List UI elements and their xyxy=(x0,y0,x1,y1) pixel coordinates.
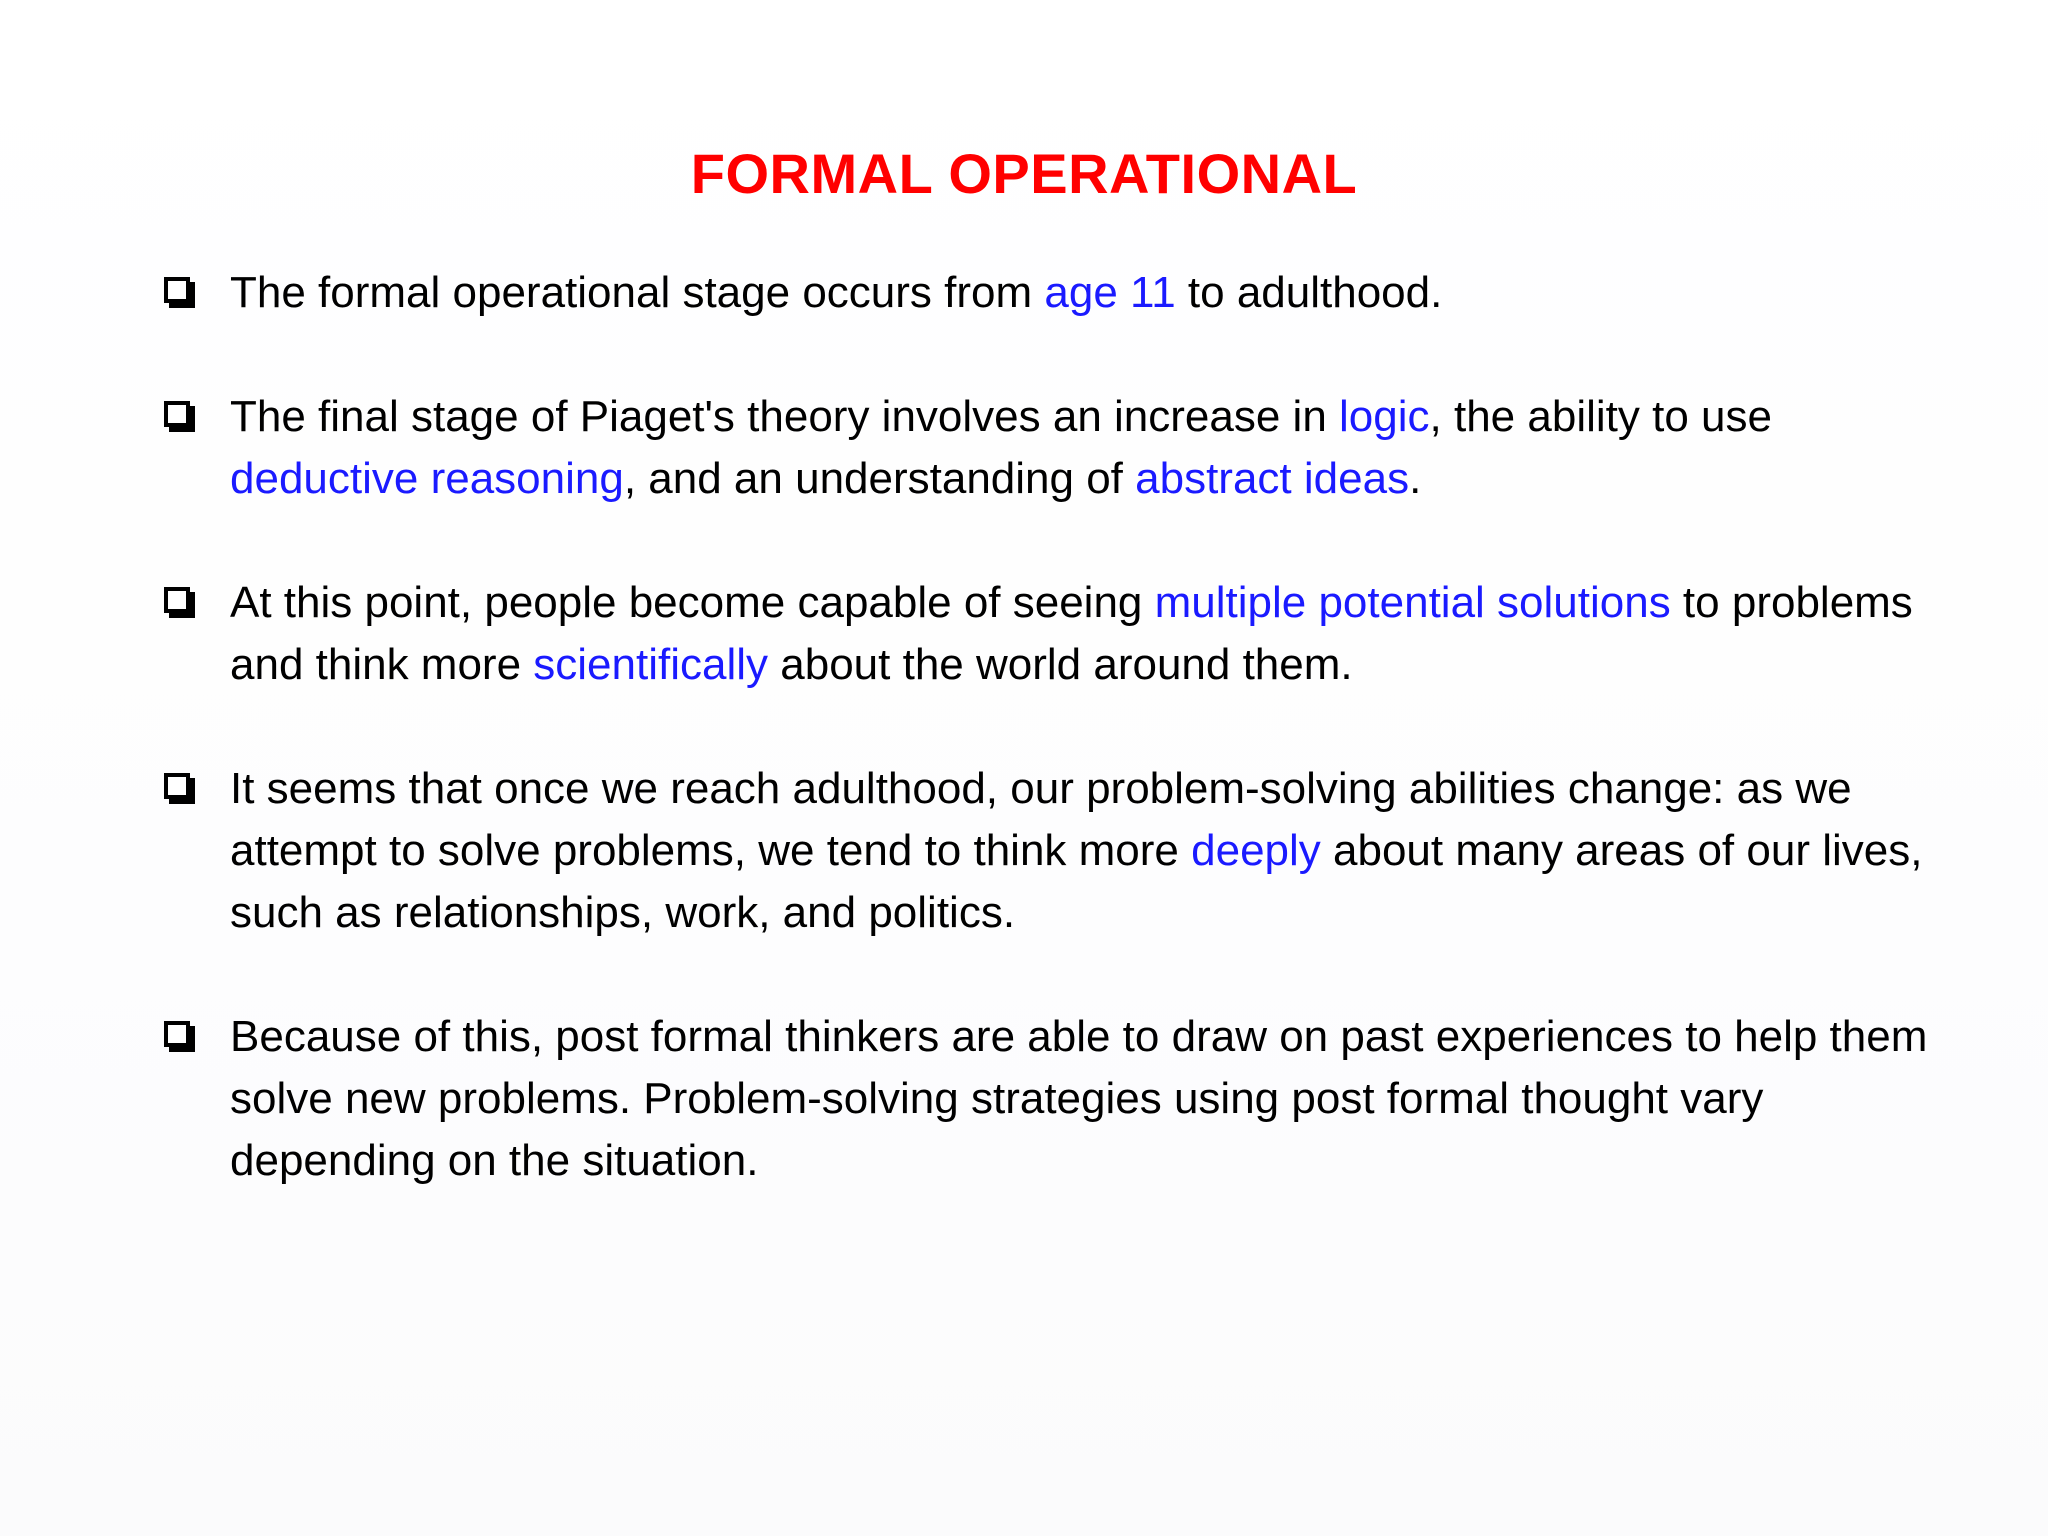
highlight-age-11: age 11 xyxy=(1044,268,1176,317)
highlight-logic: logic xyxy=(1339,392,1430,441)
bullet-text: to adulthood. xyxy=(1175,268,1443,317)
highlight-deeply: deeply xyxy=(1191,826,1321,875)
highlight-multiple-potential-solutions: multiple potential solutions xyxy=(1154,578,1671,627)
bullet-text: The formal operational stage occurs from xyxy=(230,268,1045,317)
bullet-item-solutions xyxy=(160,572,1940,696)
bullet-text: At this point, people become capable of seeing xyxy=(230,578,1155,627)
bullet-text: about many areas of our lives, such as relationships, work, and politics. xyxy=(230,826,1923,937)
checkbox-square-icon xyxy=(164,277,190,303)
checkbox-square-icon xyxy=(164,587,190,613)
bullet-text: , the ability to use xyxy=(1429,392,1772,441)
bullet-item-age xyxy=(160,262,1940,324)
highlight-abstract-ideas: abstract ideas xyxy=(1135,454,1410,503)
bullet-item-logic xyxy=(160,386,1940,510)
bullet-text: , and an understanding of xyxy=(623,454,1136,503)
bullet-item-adulthood xyxy=(160,758,1940,944)
checkbox-square-icon xyxy=(164,773,190,799)
bullet-list xyxy=(160,262,1940,1192)
checkbox-square-icon xyxy=(164,1021,190,1047)
bullet-text: Because of this, post formal thinkers are able to draw on past experiences to help them solve new problems. Problem-solving strategies using post formal thought vary depending on the situation. xyxy=(230,1012,1928,1185)
bullet-text: to problems and think more xyxy=(230,578,1913,689)
highlight-deductive-reasoning: deductive reasoning xyxy=(230,454,624,503)
bullet-text: It seems that once we reach adulthood, our problem-solving abilities change: as we attempt to solve problems, we tend to think more xyxy=(230,764,1852,875)
slide-title: FORMAL OPERATIONAL xyxy=(690,142,1358,205)
bullet-text: The final stage of Piaget's theory involves an increase in xyxy=(230,392,1340,441)
bullet-text: . xyxy=(1409,454,1422,503)
checkbox-square-icon xyxy=(164,401,190,427)
bullet-item-post-formal xyxy=(160,1006,1940,1192)
highlight-scientifically: scientifically xyxy=(533,640,769,689)
bullet-text: about the world around them. xyxy=(768,640,1353,689)
